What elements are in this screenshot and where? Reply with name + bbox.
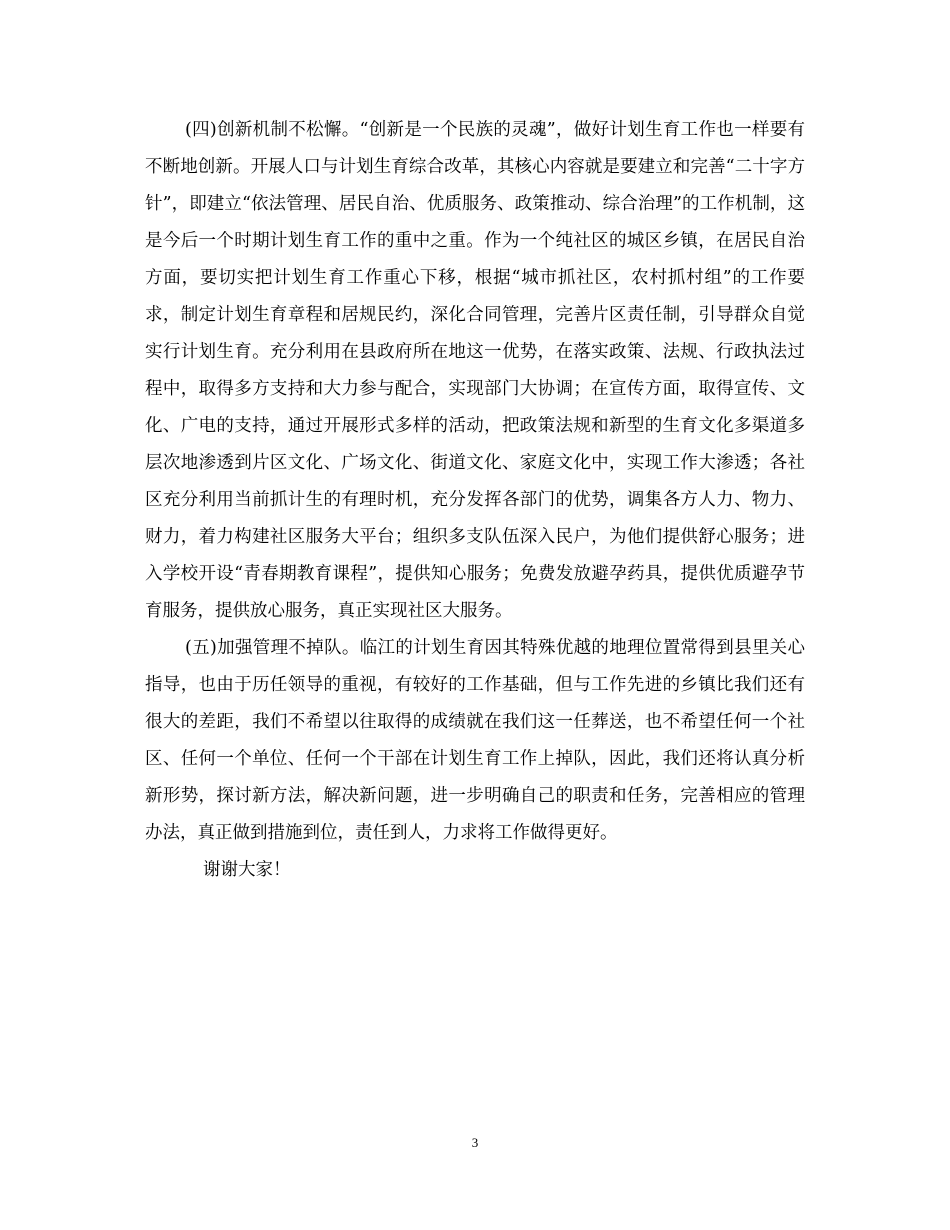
paragraph-strengthen-management: (五)加强管理不掉队。临江的计划生育因其特殊优越的地理位置常得到县里关心指导，也由于历任领导的重视，有较好的工作基础，但与工作先进的乡镇比我们还有很大的差距，我们不希望以往取得的成绩就在我们这一任葬送，也不希望任何一个社区、任何一个单位、任何一个干部在计划生育工作上掉队，因此，我们还将认真分析新形势，探讨新方法，解决新问题，进一步明确自己的职责和任务，完善相应的管理办法，真正做到措施到位，责任到人，力求将工作做得更好。 — [145, 638, 805, 843]
page-number: 3 — [471, 1135, 479, 1150]
document-body — [145, 112, 805, 889]
closing-thanks: 谢谢大家！ — [203, 860, 291, 880]
paragraph-innovation-mechanism: (四)创新机制不松懈。“创新是一个民族的灵魂”，做好计划生育工作也一样要有不断地创新。开展人口与计划生育综合改革，其核心内容就是要建立和完善“二十字方针”，即建立“依法管理、居民自治、优质服务、政策推动、综合治理”的工作机制，这是今后一个时期计划生育工作的重中之重。作为一个纯社区的城区乡镇，在居民自治方面，要切实把计划生育工作重心下移，根据“城市抓社区，农村抓村组”的工作要求，制定计划生育章程和居规民约，深化合同管理，完善片区责任制，引导群众自觉实行计划生育。充分利用在县政府所在地这一优势，在落实政策、法规、行政执法过程中，取得多方支持和大力参与配合，实现部门大协调；在宣传方面，取得宣传、文化、广电的支持，通过开展形式多样的活动，把政策法规和新型的生育文化多渠道多层次地渗透到片区文化、广场文化、街道文化、家庭文化中，实现工作大渗透；各社区充分利用当前抓计生的有理时机，充分发挥各部门的优势，调集各方人力、物力、财力，着力构建社区服务大平台；组织多支队伍深入民户，为他们提供舒心服务；进入学校开设“青春期教育课程”，提供知心服务；免费发放避孕药具，提供优质避孕节育服务，提供放心服务，真正实现社区大服务。 — [145, 120, 805, 621]
